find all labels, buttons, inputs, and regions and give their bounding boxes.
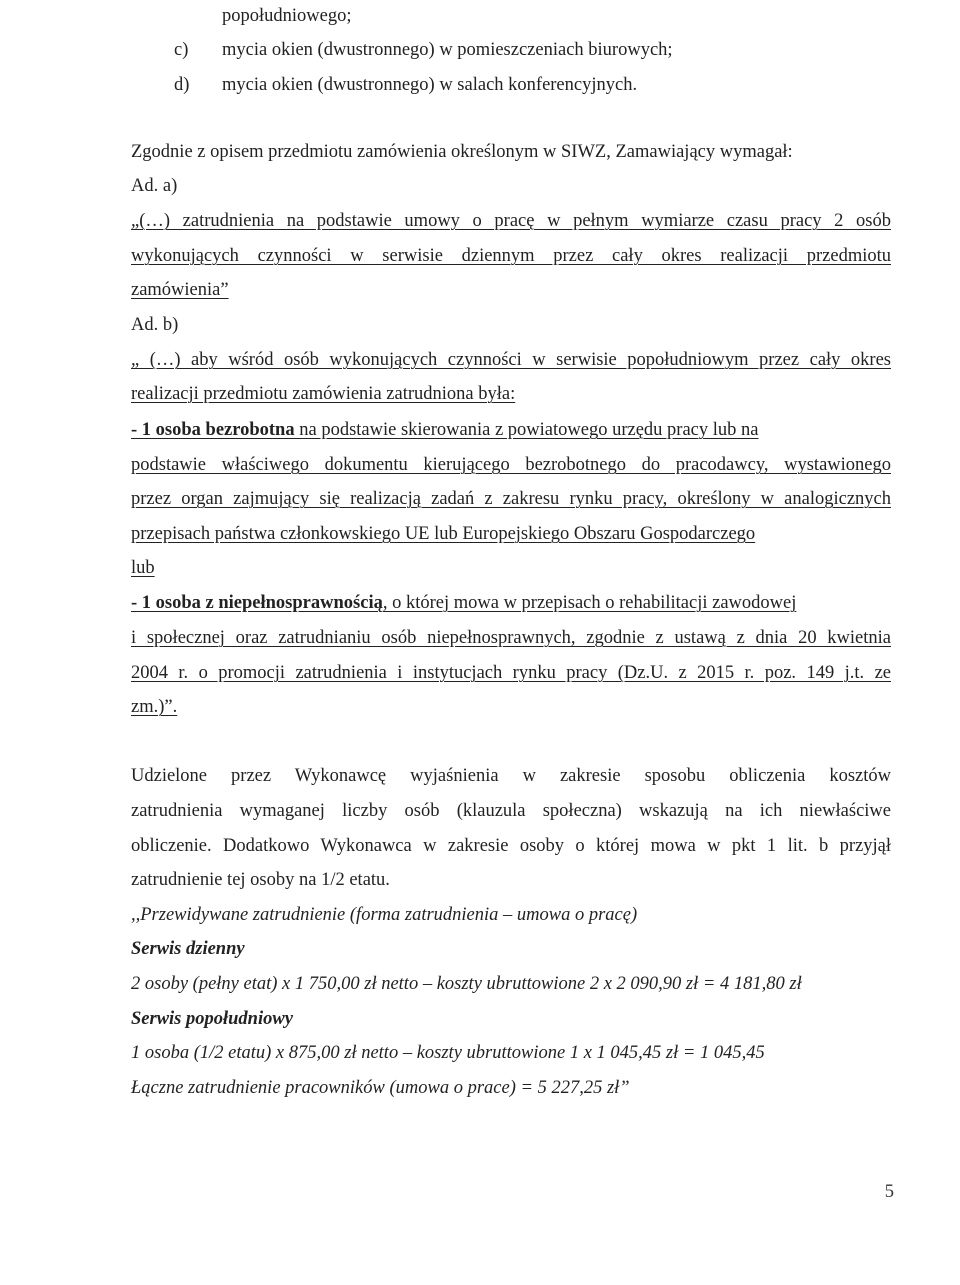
serwis-dzienny-line: 2 osoby (pełny etat) x 1 750,00 zł netto – koszty ubruttowione 2 x 2 090,90 zł = 4 181,80 zł: [131, 974, 802, 994]
option-2-first-line: [131, 591, 891, 615]
or-separator: lub: [131, 558, 155, 578]
option-2-line-4: zm.)”.: [131, 697, 178, 717]
option-1-line-3: przez organ zajmujący się realizacją zadań z zakresu rynku pracy, określony w analogicznych: [131, 489, 891, 509]
ad-a-line-3: zamówienia”: [131, 280, 229, 300]
page-number: 5: [884, 1182, 894, 1202]
serwis-popoludniowy-heading: Serwis popołudniowy: [131, 1009, 293, 1029]
total-employment-line: Łączne zatrudnienie pracowników (umowa o prace) = 5 227,25 zł”: [131, 1078, 630, 1098]
ad-a-heading: Ad. a): [131, 176, 178, 196]
list-item-d: mycia okien (dwustronnego) w salach konferencyjnych.: [222, 75, 638, 95]
serwis-popoludniowy-line: 1 osoba (1/2 etatu) x 875,00 zł netto – koszty ubruttowione 1 x 1 045,45 zł = 1 045,45: [131, 1043, 765, 1063]
option-1-first-rest: na podstawie skierowania z powiatowego urzędu pracy lub na: [294, 420, 759, 440]
intro-paragraph: Zgodnie z opisem przedmiotu zamówienia określonym w SIWZ, Zamawiający wymagał:: [131, 142, 793, 162]
ad-a-line-2: wykonujących czynności w serwisie dziennym przez cały okres realizacji przedmiotu: [131, 246, 891, 266]
explanation-line-1: Udzielone przez Wykonawcę wyjaśnienia w zakresie sposobu obliczenia kosztów: [131, 766, 891, 786]
option-1-line-4: przepisach państwa członkowskiego UE lub Europejskiego Obszaru Gospodarczego: [131, 524, 756, 544]
ad-a-line-1: „(…) zatrudnienia na podstawie umowy o pracę w pełnym wymiarze czasu pracy 2 osób: [131, 211, 891, 231]
option-1-prefix: - 1 osoba bezrobotna: [131, 420, 295, 440]
list-letter-c: c): [174, 40, 189, 60]
quote-intro: ,,Przewidywane zatrudnienie (forma zatrudnienia – umowa o pracę): [131, 905, 638, 925]
option-2-line-2: i społecznej oraz zatrudnianiu osób niepełnosprawnych, zgodnie z ustawą z dnia 20 kwietnia: [131, 628, 891, 648]
option-1-first-line: [131, 418, 891, 442]
serwis-dzienny-heading: Serwis dzienny: [131, 939, 245, 959]
option-2-line-3: 2004 r. o promocji zatrudnienia i instytucjach rynku pracy (Dz.U. z 2015 r. poz. 149 j.t. ze: [131, 663, 891, 683]
explanation-line-4: zatrudnienie tej osoby na 1/2 etatu.: [131, 870, 390, 890]
top-fragment: popołudniowego;: [222, 6, 352, 26]
ad-b-line-2: realizacji przedmiotu zamówienia zatrudniona była:: [131, 384, 516, 404]
explanation-line-2: zatrudnienia wymaganej liczby osób (klauzula społeczna) wskazują na ich niewłaściwe: [131, 801, 891, 821]
ad-b-heading: Ad. b): [131, 315, 179, 335]
list-letter-d: d): [174, 75, 190, 95]
explanation-line-3: obliczenie. Dodatkowo Wykonawca w zakresie osoby o której mowa w pkt 1 lit. b przyjął: [131, 836, 891, 856]
list-item-c: mycia okien (dwustronnego) w pomieszczeniach biurowych;: [222, 40, 673, 60]
option-2-first-rest: , o której mowa w przepisach o rehabilitacji zawodowej: [382, 593, 797, 613]
ad-b-line-1: „ (…) aby wśród osób wykonujących czynności w serwisie popołudniowym przez cały okres: [131, 350, 891, 370]
option-2-prefix: - 1 osoba z niepełnosprawnością: [131, 593, 383, 613]
option-1-line-2: podstawie właściwego dokumentu kierującego bezrobotnego do pracodawcy, wystawionego: [131, 455, 891, 475]
